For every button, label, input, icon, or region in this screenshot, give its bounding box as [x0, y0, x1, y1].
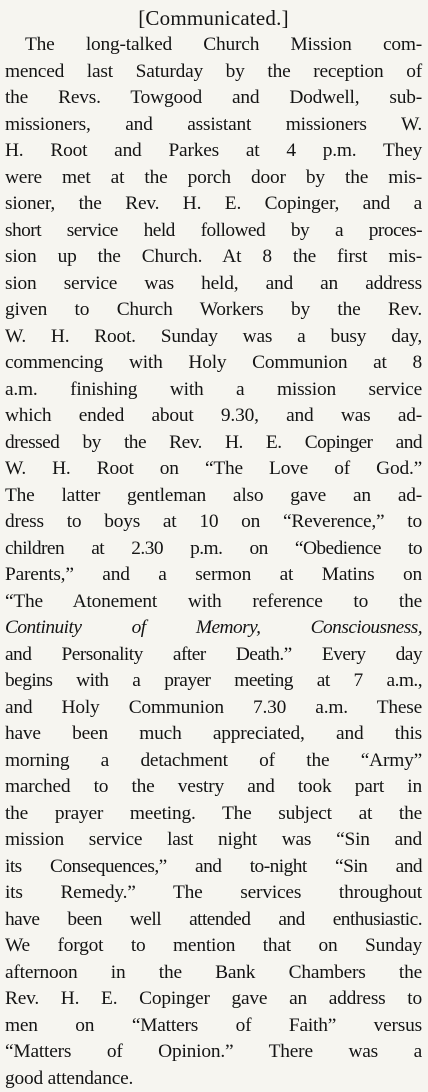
article-heading: [Communicated.]: [5, 4, 422, 32]
article-line: men on “Matters of Faith” versus: [5, 1013, 422, 1040]
article-line: commencing with Holy Communion at 8: [5, 350, 422, 377]
article-line: the Revs. Towgood and Dodwell, sub-: [5, 85, 422, 112]
article-line: The long-talked Church Mission com-: [5, 32, 422, 59]
article-line: children at 2.30 p.m. on “Obedience to: [5, 536, 422, 563]
article-line: We forgot to mention that on Sunday: [5, 933, 422, 960]
article-line: Parents,” and a sermon at Matins on: [5, 562, 422, 589]
article-line: and Holy Communion 7.30 a.m. These: [5, 695, 422, 722]
article-line: short service held followed by a proces-: [5, 218, 422, 245]
article-line: begins with a prayer meeting at 7 a.m.,: [5, 668, 422, 695]
article-line: sion service was held, and an address: [5, 271, 422, 298]
article-line: marched to the vestry and took part in: [5, 774, 422, 801]
article-line: “Matters of Opinion.” There was a: [5, 1039, 422, 1066]
article-line: afternoon in the Bank Chambers the: [5, 960, 422, 987]
article-line: W. H. Root on “The Love of God.”: [5, 456, 422, 483]
article-line: have been well attended and enthusiastic.: [5, 907, 422, 934]
article-line: H. Root and Parkes at 4 p.m. They: [5, 138, 422, 165]
article-line: were met at the porch door by the mis-: [5, 165, 422, 192]
article-line: and Personality after Death.” Every day: [5, 642, 422, 669]
article-line: missioners, and assistant missioners W.: [5, 112, 422, 139]
article-body: [5, 32, 422, 1092]
article-line: dressed by the Rev. H. E. Copinger and: [5, 430, 422, 457]
article-line: the prayer meeting. The subject at the: [5, 801, 422, 828]
article-line: The latter gentleman also gave an ad-: [5, 483, 422, 510]
article-line: mission service last night was “Sin and: [5, 827, 422, 854]
article-line: good attendance.: [5, 1066, 422, 1092]
article-line: its Consequences,” and to-night “Sin and: [5, 854, 422, 881]
article-line: have been much appreciated, and this: [5, 721, 422, 748]
article-line: sion up the Church. At 8 the first mis-: [5, 244, 422, 271]
article-line: W. H. Root. Sunday was a busy day,: [5, 324, 422, 351]
article-line: Rev. H. E. Copinger gave an address to: [5, 986, 422, 1013]
article-line: a.m. finishing with a mission service: [5, 377, 422, 404]
article-line: morning a detachment of the “Army”: [5, 748, 422, 775]
article-line: “The Atonement with reference to the: [5, 589, 422, 616]
article-line: dress to boys at 10 on “Reverence,” to: [5, 509, 422, 536]
article-line: Continuity of Memory, Consciousness,: [5, 615, 422, 642]
article-line: its Remedy.” The services throughout: [5, 880, 422, 907]
article-line: given to Church Workers by the Rev.: [5, 297, 422, 324]
article-line: which ended about 9.30, and was ad-: [5, 403, 422, 430]
article-line: menced last Saturday by the reception of: [5, 59, 422, 86]
article-line: sioner, the Rev. H. E. Copinger, and a: [5, 191, 422, 218]
